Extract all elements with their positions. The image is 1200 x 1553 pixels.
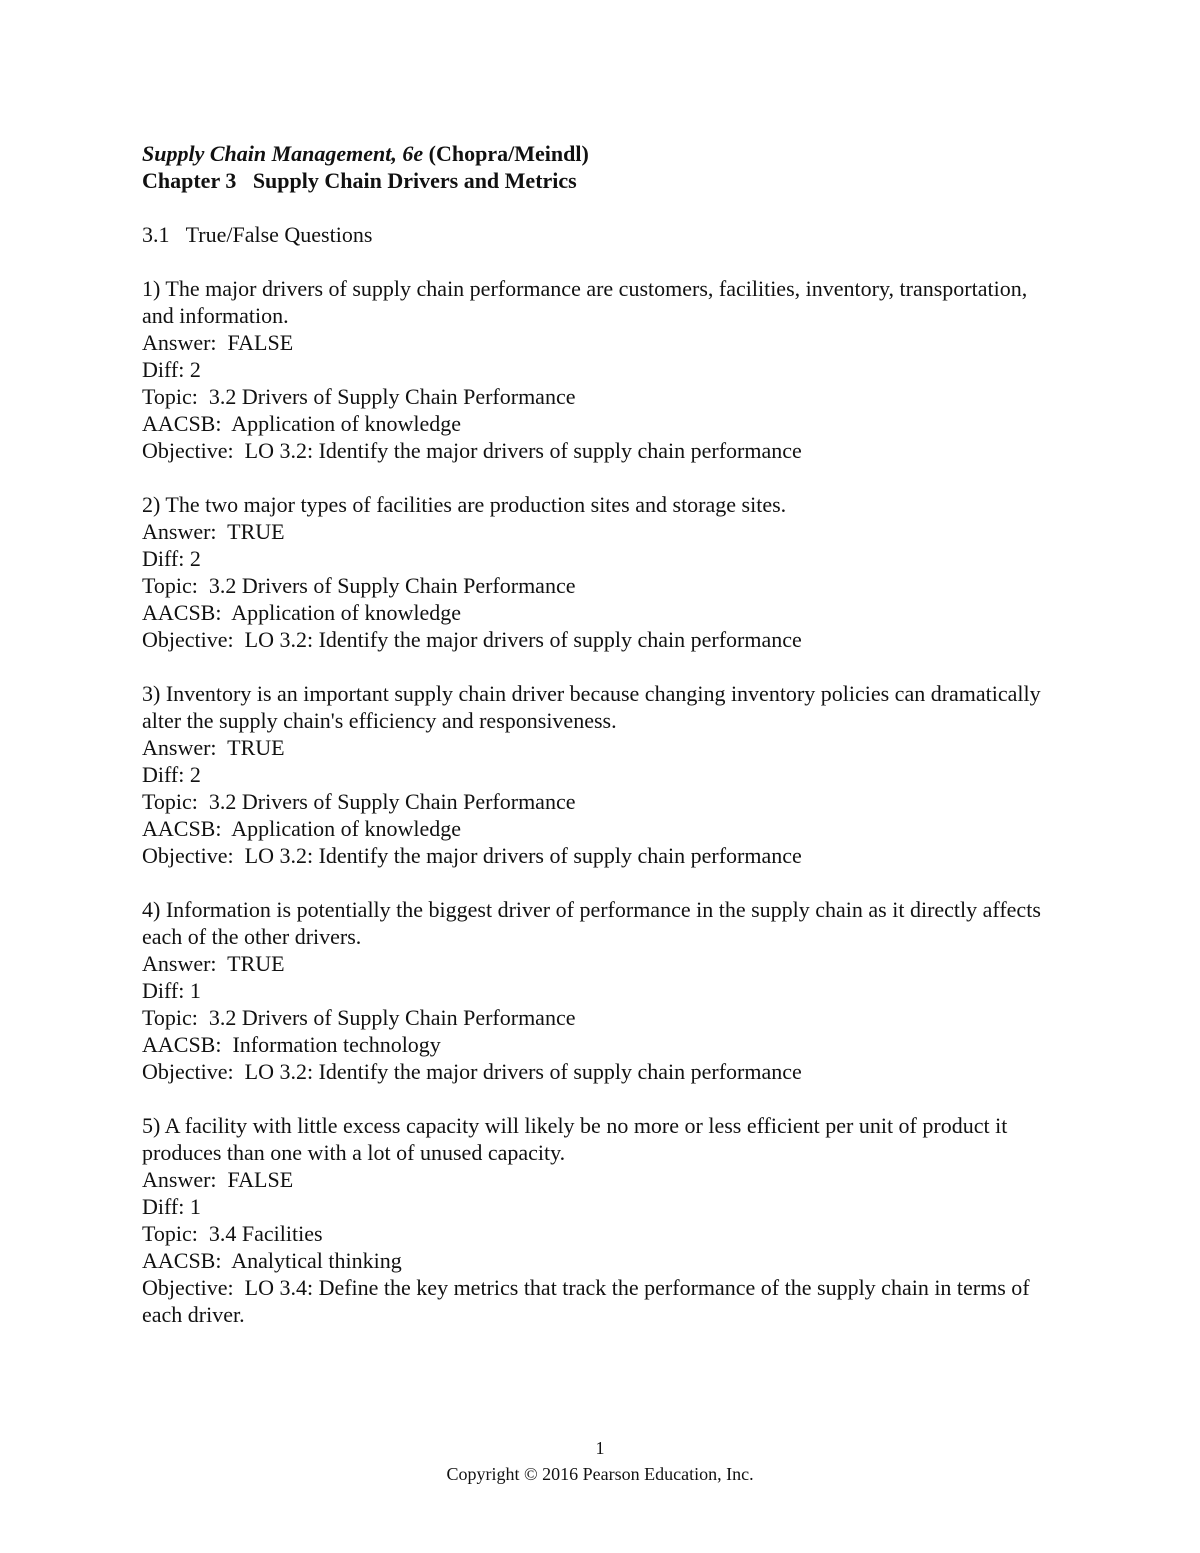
- question-aacsb: AACSB: Application of knowledge: [142, 816, 461, 841]
- question-answer: Answer: TRUE: [142, 951, 285, 976]
- question-objective: Objective: LO 3.2: Identify the major drivers of supply chain performance: [142, 843, 802, 868]
- question-answer: Answer: FALSE: [142, 330, 294, 355]
- question-objective: Objective: LO 3.2: Identify the major drivers of supply chain performance: [142, 627, 802, 652]
- question-objective: Objective: LO 3.2: Identify the major drivers of supply chain performance: [142, 438, 802, 463]
- question-answer: Answer: TRUE: [142, 519, 285, 544]
- question-aacsb: AACSB: Information technology: [142, 1032, 441, 1057]
- book-citation: [142, 140, 1062, 167]
- book-authors: (Chopra/Meindl): [428, 141, 589, 166]
- question-item: [142, 275, 1062, 464]
- question-item: [142, 1112, 1062, 1328]
- question-answer: Answer: TRUE: [142, 735, 285, 760]
- question-text: 1) The major drivers of supply chain performance are customers, facilities, inventory, transportation, and information.: [142, 276, 1033, 328]
- question-topic: Topic: 3.4 Facilities: [142, 1221, 323, 1246]
- question-topic: Topic: 3.2 Drivers of Supply Chain Performance: [142, 384, 576, 409]
- question-aacsb: AACSB: Application of knowledge: [142, 600, 461, 625]
- question-text: 5) A facility with little excess capacity will likely be no more or less efficient per unit of product it produces than one with a lot of unused capacity.: [142, 1113, 1013, 1165]
- question-text: 2) The two major types of facilities are production sites and storage sites.: [142, 492, 787, 517]
- question-text: 4) Information is potentially the biggest driver of performance in the supply chain as it directly affects each of the other drivers.: [142, 897, 1047, 949]
- book-title: Supply Chain Management, 6e: [142, 141, 424, 166]
- chapter-title: Chapter 3 Supply Chain Drivers and Metrics: [142, 168, 577, 193]
- question-item: [142, 491, 1062, 653]
- question-topic: Topic: 3.2 Drivers of Supply Chain Performance: [142, 789, 576, 814]
- page-content: [142, 140, 1062, 1328]
- question-aacsb: AACSB: Analytical thinking: [142, 1248, 402, 1273]
- copyright-notice: Copyright © 2016 Pearson Education, Inc.: [446, 1464, 754, 1484]
- question-text: 3) Inventory is an important supply chain driver because changing inventory policies can dramatically alter the supply chain's efficiency and responsiveness.: [142, 681, 1047, 733]
- question-difficulty: Diff: 1: [142, 1194, 201, 1219]
- question-topic: Topic: 3.2 Drivers of Supply Chain Performance: [142, 573, 576, 598]
- question-difficulty: Diff: 2: [142, 762, 201, 787]
- page-number: 1: [595, 1438, 605, 1458]
- question-topic: Topic: 3.2 Drivers of Supply Chain Performance: [142, 1005, 576, 1030]
- question-difficulty: Diff: 1: [142, 978, 201, 1003]
- section-heading: 3.1 True/False Questions: [142, 222, 373, 247]
- question-difficulty: Diff: 2: [142, 546, 201, 571]
- question-aacsb: AACSB: Application of knowledge: [142, 411, 461, 436]
- question-difficulty: Diff: 2: [142, 357, 201, 382]
- question-objective: Objective: LO 3.2: Identify the major drivers of supply chain performance: [142, 1059, 802, 1084]
- question-item: [142, 896, 1062, 1085]
- question-objective: Objective: LO 3.4: Define the key metrics that track the performance of the supply chain in terms of each driver.: [142, 1275, 1036, 1327]
- question-answer: Answer: FALSE: [142, 1167, 294, 1192]
- question-item: [142, 680, 1062, 869]
